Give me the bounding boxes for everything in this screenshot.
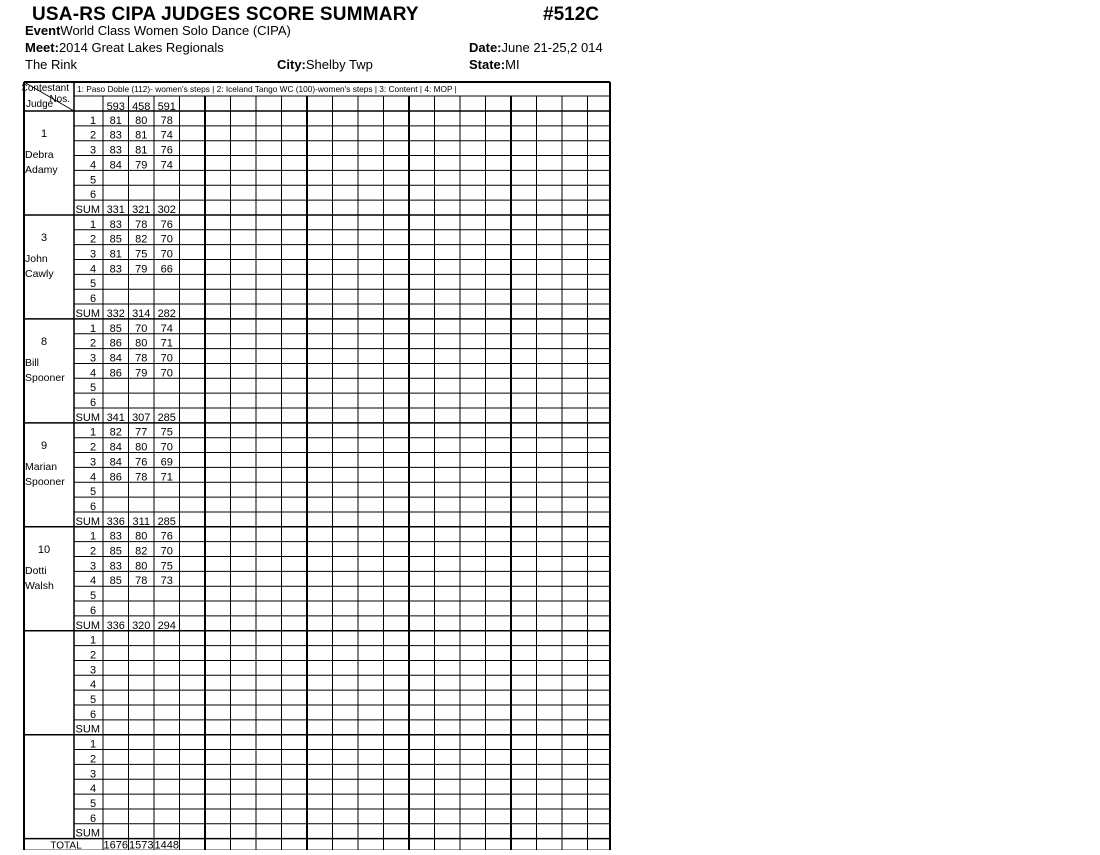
score-cell: 84 [109,456,122,469]
sum-cell: 341 [106,411,125,424]
judge-last-name: Adamy [25,164,58,176]
score-cell: 69 [160,456,173,469]
judge-last-name: Walsh [25,579,54,592]
score-cell: 80 [135,560,148,573]
contestant-number: 593 [106,101,125,113]
score-cell: 79 [135,159,148,172]
row-number: 3 [89,248,97,261]
score-table [22,80,614,855]
score-cell: 76 [160,530,173,543]
sum-label: SUM [75,827,100,840]
sum-cell: 282 [157,307,176,320]
total-label: TOTAL [50,840,82,850]
row-number: 5 [89,486,97,499]
total-cell: 1448 [154,839,179,850]
sum-label: SUM [75,411,100,424]
score-cell: 82 [135,233,148,246]
sum-cell: 332 [106,307,125,320]
judge-last-name: Spooner [25,371,65,384]
city-label: City: [277,57,306,72]
meet-value: 2014 Great Lakes Regionals [58,40,224,55]
row-number: 6 [89,189,97,202]
score-cell: 83 [109,560,122,573]
total-cell: 1676 [103,839,128,850]
contestant-number: 458 [132,101,151,113]
score-cell: 86 [109,471,122,484]
score-cell: 83 [109,129,122,142]
score-cell: 82 [135,545,148,558]
sum-label: SUM [75,515,100,528]
score-cell: 83 [109,530,122,543]
score-cell: 85 [109,233,122,246]
row-number: 6 [89,708,97,721]
sum-cell: 311 [132,515,151,528]
judge-first-name: Bill [25,356,40,369]
score-cell: 84 [109,441,122,454]
event-label: Event [25,23,61,38]
score-cell: 81 [109,114,122,127]
sum-label: SUM [75,619,100,632]
judge-last-name: Spooner [25,475,65,488]
city-value: Shelby Twp [305,57,373,72]
score-cell: 70 [160,367,173,380]
row-number: 2 [89,649,97,662]
row-number: 4 [89,575,97,588]
sum-cell: 307 [132,411,151,424]
score-cell: 76 [135,456,148,469]
nos-label: Nos. [49,94,70,105]
meet-label: Meet: [25,40,59,55]
row-number: 5 [89,694,97,706]
row-number: 1 [89,530,97,543]
sum-cell: 285 [157,515,176,528]
score-cell: 81 [135,129,148,142]
contestant-label: Contestant [22,83,69,94]
row-number: 2 [89,129,97,142]
score-cell: 78 [160,114,173,127]
row-number: 2 [89,441,97,454]
row-number: 1 [89,114,97,127]
state-line [469,57,520,72]
score-cell: 70 [160,545,173,558]
score-cell: 71 [160,337,173,350]
sum-label: SUM [75,723,100,736]
judge-label: Judge [26,99,54,110]
score-cell: 84 [109,159,122,172]
judge-number: 3 [40,231,48,244]
score-cell: 83 [109,218,122,231]
sum-cell: 285 [157,411,176,424]
score-cell: 78 [135,471,148,484]
row-number: 2 [89,753,97,766]
score-cell: 70 [160,248,173,261]
judge-number: 9 [40,439,48,452]
judge-last-name: Cawly [25,267,54,280]
score-cell: 75 [160,426,173,439]
score-cell: 79 [135,263,148,276]
date-label: Date: [469,40,502,55]
row-number: 3 [89,768,97,781]
row-number: 1 [89,218,97,231]
score-cell: 85 [109,545,122,558]
meet-line [25,40,224,55]
score-cell: 85 [109,575,122,588]
row-number: 3 [89,664,97,677]
row-number: 3 [89,456,97,469]
score-cell: 85 [109,322,122,335]
total-cell: 1573 [129,839,154,850]
row-number: 6 [89,604,97,617]
sum-cell: 294 [157,619,176,632]
score-cell: 83 [109,263,122,276]
row-number: 5 [89,590,97,603]
score-cell: 75 [135,248,148,261]
score-cell: 70 [135,322,148,335]
date-value: June 21-25,2 014 [501,40,603,55]
row-number: 2 [89,545,97,558]
sum-cell: 302 [157,203,176,216]
score-cell: 80 [135,441,148,454]
score-cell: 76 [160,218,173,231]
date-line [469,40,603,55]
row-number: 4 [89,783,97,796]
row-number: 5 [89,797,97,810]
score-cell: 79 [135,367,148,380]
document-number: #512C [543,4,599,25]
city-line [277,57,373,72]
row-number: 6 [89,293,97,306]
score-cell: 75 [160,560,173,573]
row-number: 2 [89,337,97,350]
sum-cell: 331 [106,203,125,216]
event-line [25,23,291,38]
score-cell: 78 [135,218,148,231]
sum-cell: 336 [106,619,125,632]
score-cell: 70 [160,352,173,365]
score-cell: 86 [109,367,122,380]
score-cell: 73 [160,575,173,588]
row-number: 5 [89,382,97,395]
row-number: 6 [89,812,97,825]
venue-line [25,57,77,72]
row-number: 1 [89,738,97,751]
score-cell: 66 [160,263,173,276]
row-number: 4 [89,471,97,484]
score-grid [22,80,614,850]
sum-label: SUM [75,307,100,320]
judge-first-name: John [25,252,48,265]
score-cell: 81 [135,144,148,157]
page-title: USA-RS CIPA JUDGES SCORE SUMMARY [32,4,419,25]
score-cell: 86 [109,337,122,350]
row-number: 6 [89,500,97,513]
row-number: 4 [89,679,97,692]
event-legend: 1: Paso Doble (112)- women's steps | 2: Iceland Tango WC (100)-women's steps | 3: Content | 4: MOP | [77,84,457,94]
score-cell: 70 [160,233,173,246]
state-value: MI [505,57,520,72]
judge-number: 8 [40,335,48,348]
sum-label: SUM [75,203,100,216]
judge-first-name: Marian [25,460,58,473]
row-number: 2 [89,233,97,246]
score-cell: 80 [135,337,148,350]
score-cell: 80 [135,114,148,127]
row-number: 5 [89,278,97,291]
score-cell: 84 [109,352,122,365]
score-cell: 80 [135,530,148,543]
score-cell: 74 [160,322,173,335]
score-cell: 83 [109,144,122,157]
row-number: 1 [89,322,97,335]
row-number: 4 [89,263,97,276]
score-cell: 77 [135,426,148,439]
judge-first-name: Dotti [25,564,47,577]
judge-number: 1 [40,128,48,140]
score-cell: 81 [109,248,122,261]
row-number: 3 [89,352,97,365]
score-cell: 70 [160,441,173,454]
row-number: 4 [89,159,97,172]
venue-name: The Rink [25,57,78,72]
score-cell: 78 [135,575,148,588]
row-number: 5 [89,174,97,187]
row-number: 1 [89,634,97,647]
event-value: World Class Women Solo Dance (CIPA) [60,23,291,38]
score-cell: 82 [109,426,122,439]
judge-first-name: Debra [25,149,54,161]
row-number: 6 [89,397,97,409]
sum-cell: 320 [132,619,151,632]
score-cell: 74 [160,129,173,142]
state-label: State: [469,57,506,72]
score-cell: 78 [135,352,148,365]
row-number: 4 [89,367,97,380]
judge-number: 10 [37,543,51,556]
score-cell: 76 [160,144,173,157]
row-number: 3 [89,560,97,573]
score-cell: 74 [160,159,173,172]
row-number: 1 [89,426,97,439]
sum-cell: 321 [132,203,151,216]
row-number: 3 [89,144,97,157]
sum-cell: 314 [132,307,151,320]
contestant-number: 591 [157,101,176,113]
score-cell: 71 [160,471,173,484]
sum-cell: 336 [106,515,125,528]
